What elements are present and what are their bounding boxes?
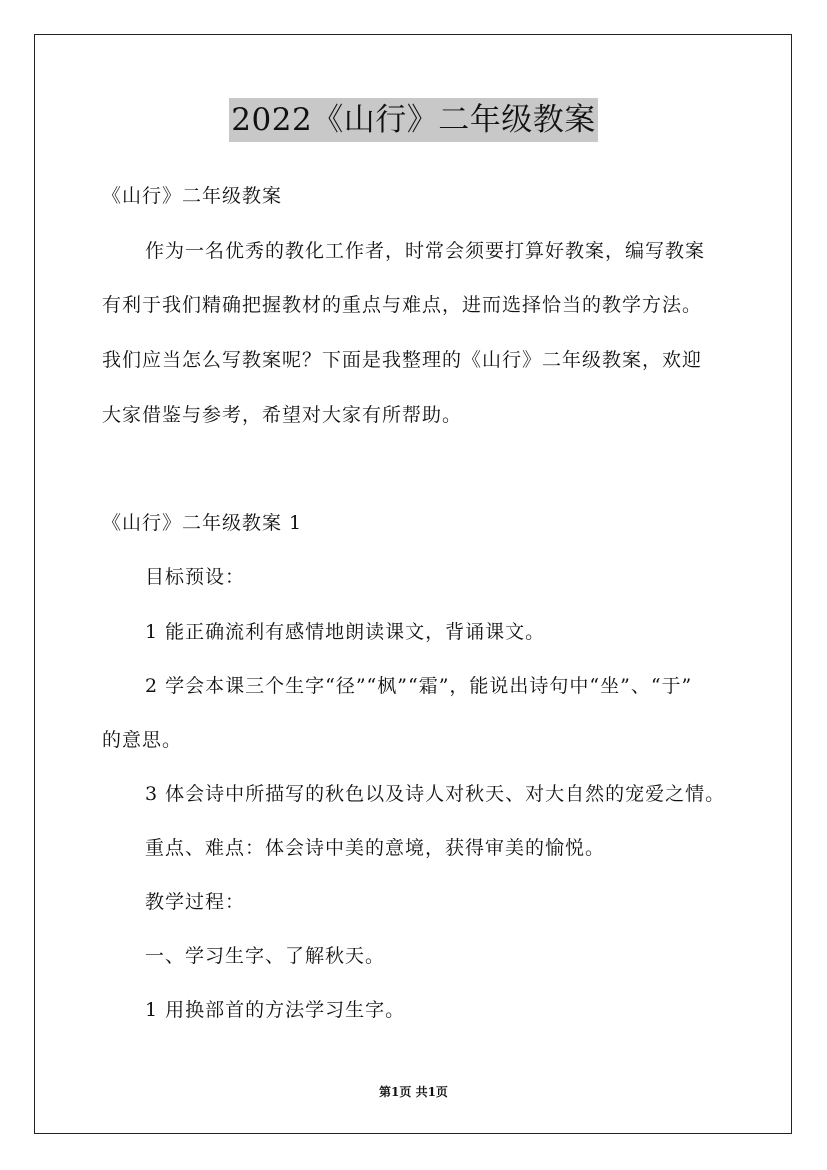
paragraph-line: 重点、难点：体会诗中美的意境，获得审美的愉悦。 xyxy=(145,837,606,859)
paragraph-line: 大家借鉴与参考，希望对大家有所帮助。 xyxy=(102,404,463,426)
paragraph-line: 我们应当怎么写教案呢？下面是我整理的《山行》二年级教案，欢迎 xyxy=(102,349,703,371)
title-container xyxy=(0,98,827,142)
document-title: 2022《山行》二年级教案 xyxy=(229,98,597,142)
section-heading: 《山行》二年级教案 1 xyxy=(102,512,303,534)
paragraph-line: 1 能正确流利有感情地朗读课文，背诵课文。 xyxy=(145,621,546,643)
paragraph-line: 作为一名优秀的教化工作者，时常会须要打算好教案，编写教案 xyxy=(145,240,706,262)
paragraph-line: 的意思。 xyxy=(102,729,183,751)
paragraph-line: 2 学会本课三个生字“径”“枫”“霜”，能说出诗句中“坐”、“于” xyxy=(145,675,693,697)
paragraph-line: 1 用换部首的方法学习生字。 xyxy=(145,999,406,1021)
page-footer: 第1页 共1页 xyxy=(379,1085,448,1099)
paragraph-line: 目标预设： xyxy=(145,566,246,588)
paragraph-line: 教学过程： xyxy=(145,891,246,913)
subtitle-line: 《山行》二年级教案 xyxy=(102,185,283,207)
paragraph-line: 有利于我们精确把握教材的重点与难点，进而选择恰当的教学方法。 xyxy=(102,294,703,316)
paragraph-line: 一、学习生字、了解秋天。 xyxy=(145,945,386,967)
paragraph-line: 3 体会诗中所描写的秋色以及诗人对秋天、对大自然的宠爱之情。 xyxy=(145,783,726,805)
